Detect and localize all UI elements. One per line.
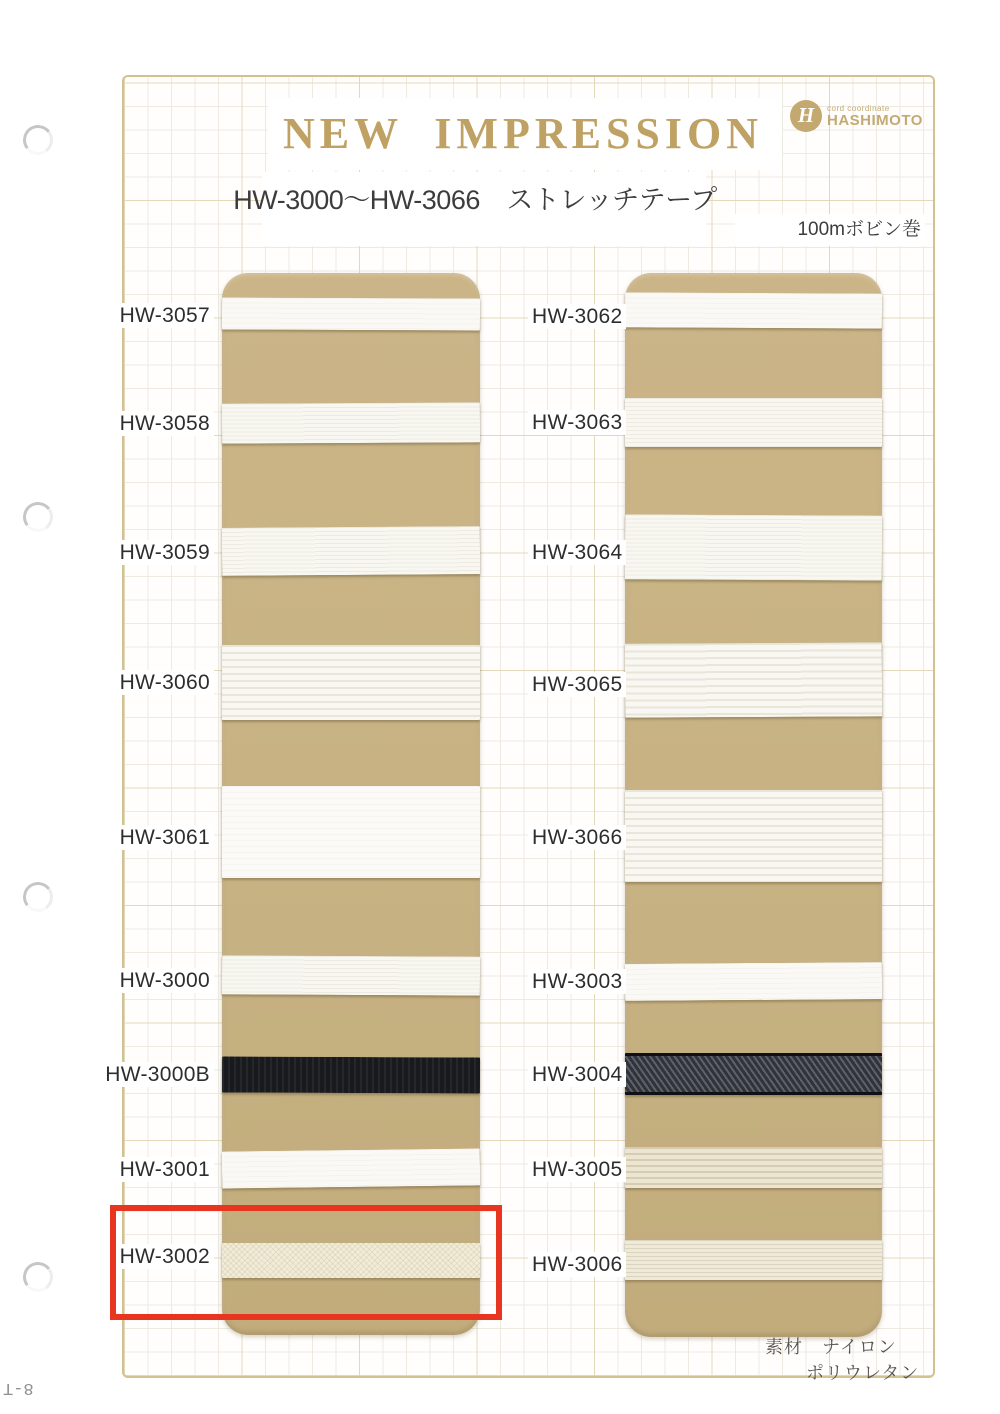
sample-code-hw-3066: HW-3066: [528, 823, 668, 853]
brand-logo: [790, 100, 923, 132]
sample-code-hw-3006: HW-3006: [528, 1250, 668, 1280]
sample-code-hw-3004: HW-3004: [528, 1060, 668, 1090]
punch-hole: [21, 500, 55, 534]
tape-swatch-hw-3058: [222, 402, 480, 443]
winding-note: 100mボビン巻: [797, 219, 921, 240]
sample-code-hw-3005: HW-3005: [528, 1155, 668, 1185]
sample-code-hw-3002: HW-3002: [86, 1242, 214, 1272]
sample-code-hw-3001: HW-3001: [86, 1155, 214, 1185]
sample-code-hw-3059: HW-3059: [86, 538, 214, 568]
sample-code-hw-3000: HW-3000: [86, 966, 214, 996]
sample-code-hw-3065: HW-3065: [528, 670, 668, 700]
punch-hole: [21, 123, 55, 157]
sample-panel-left: [222, 273, 480, 1335]
tape-swatch-hw-3000: [222, 955, 480, 995]
sample-code-hw-3000b: HW-3000B: [86, 1060, 214, 1090]
sample-code-hw-3003: HW-3003: [528, 967, 668, 997]
sheet-code: 8-T: [3, 1378, 34, 1397]
sample-code-hw-3061: HW-3061: [86, 823, 214, 853]
tape-swatch-hw-3000b: [222, 1057, 480, 1094]
sample-code-hw-3064: HW-3064: [528, 538, 668, 568]
sample-code-hw-3063: HW-3063: [528, 408, 668, 438]
sample-code-hw-3060: HW-3060: [86, 668, 214, 698]
punch-hole: [21, 880, 55, 914]
tape-swatch-hw-3057: [222, 298, 480, 331]
page-subtitle: HW-3000〜HW-3066 ストレッチテープ: [233, 185, 717, 215]
sample-code-hw-3057: HW-3057: [86, 301, 214, 331]
material-note-line2: ポリウレタン: [806, 1363, 920, 1383]
highlight-box-hw-3002: [110, 1205, 502, 1320]
logo-monogram-icon: H: [790, 100, 822, 132]
material-note-line1: 素材 ナイロン: [765, 1337, 897, 1357]
tape-swatch-hw-3001: [222, 1148, 480, 1188]
tape-swatch-hw-3059: [222, 526, 480, 576]
page-title: NEW IMPRESSION: [282, 109, 764, 158]
punch-hole: [21, 1260, 55, 1294]
sample-code-hw-3058: HW-3058: [86, 409, 214, 439]
logo-brand-name: HASHIMOTO: [827, 112, 923, 129]
tape-swatch-hw-3060: [222, 645, 480, 720]
sample-code-hw-3062: HW-3062: [528, 302, 668, 332]
logo-tagline: cord coordinate: [827, 104, 890, 113]
tape-swatch-hw-3061: [222, 786, 480, 878]
